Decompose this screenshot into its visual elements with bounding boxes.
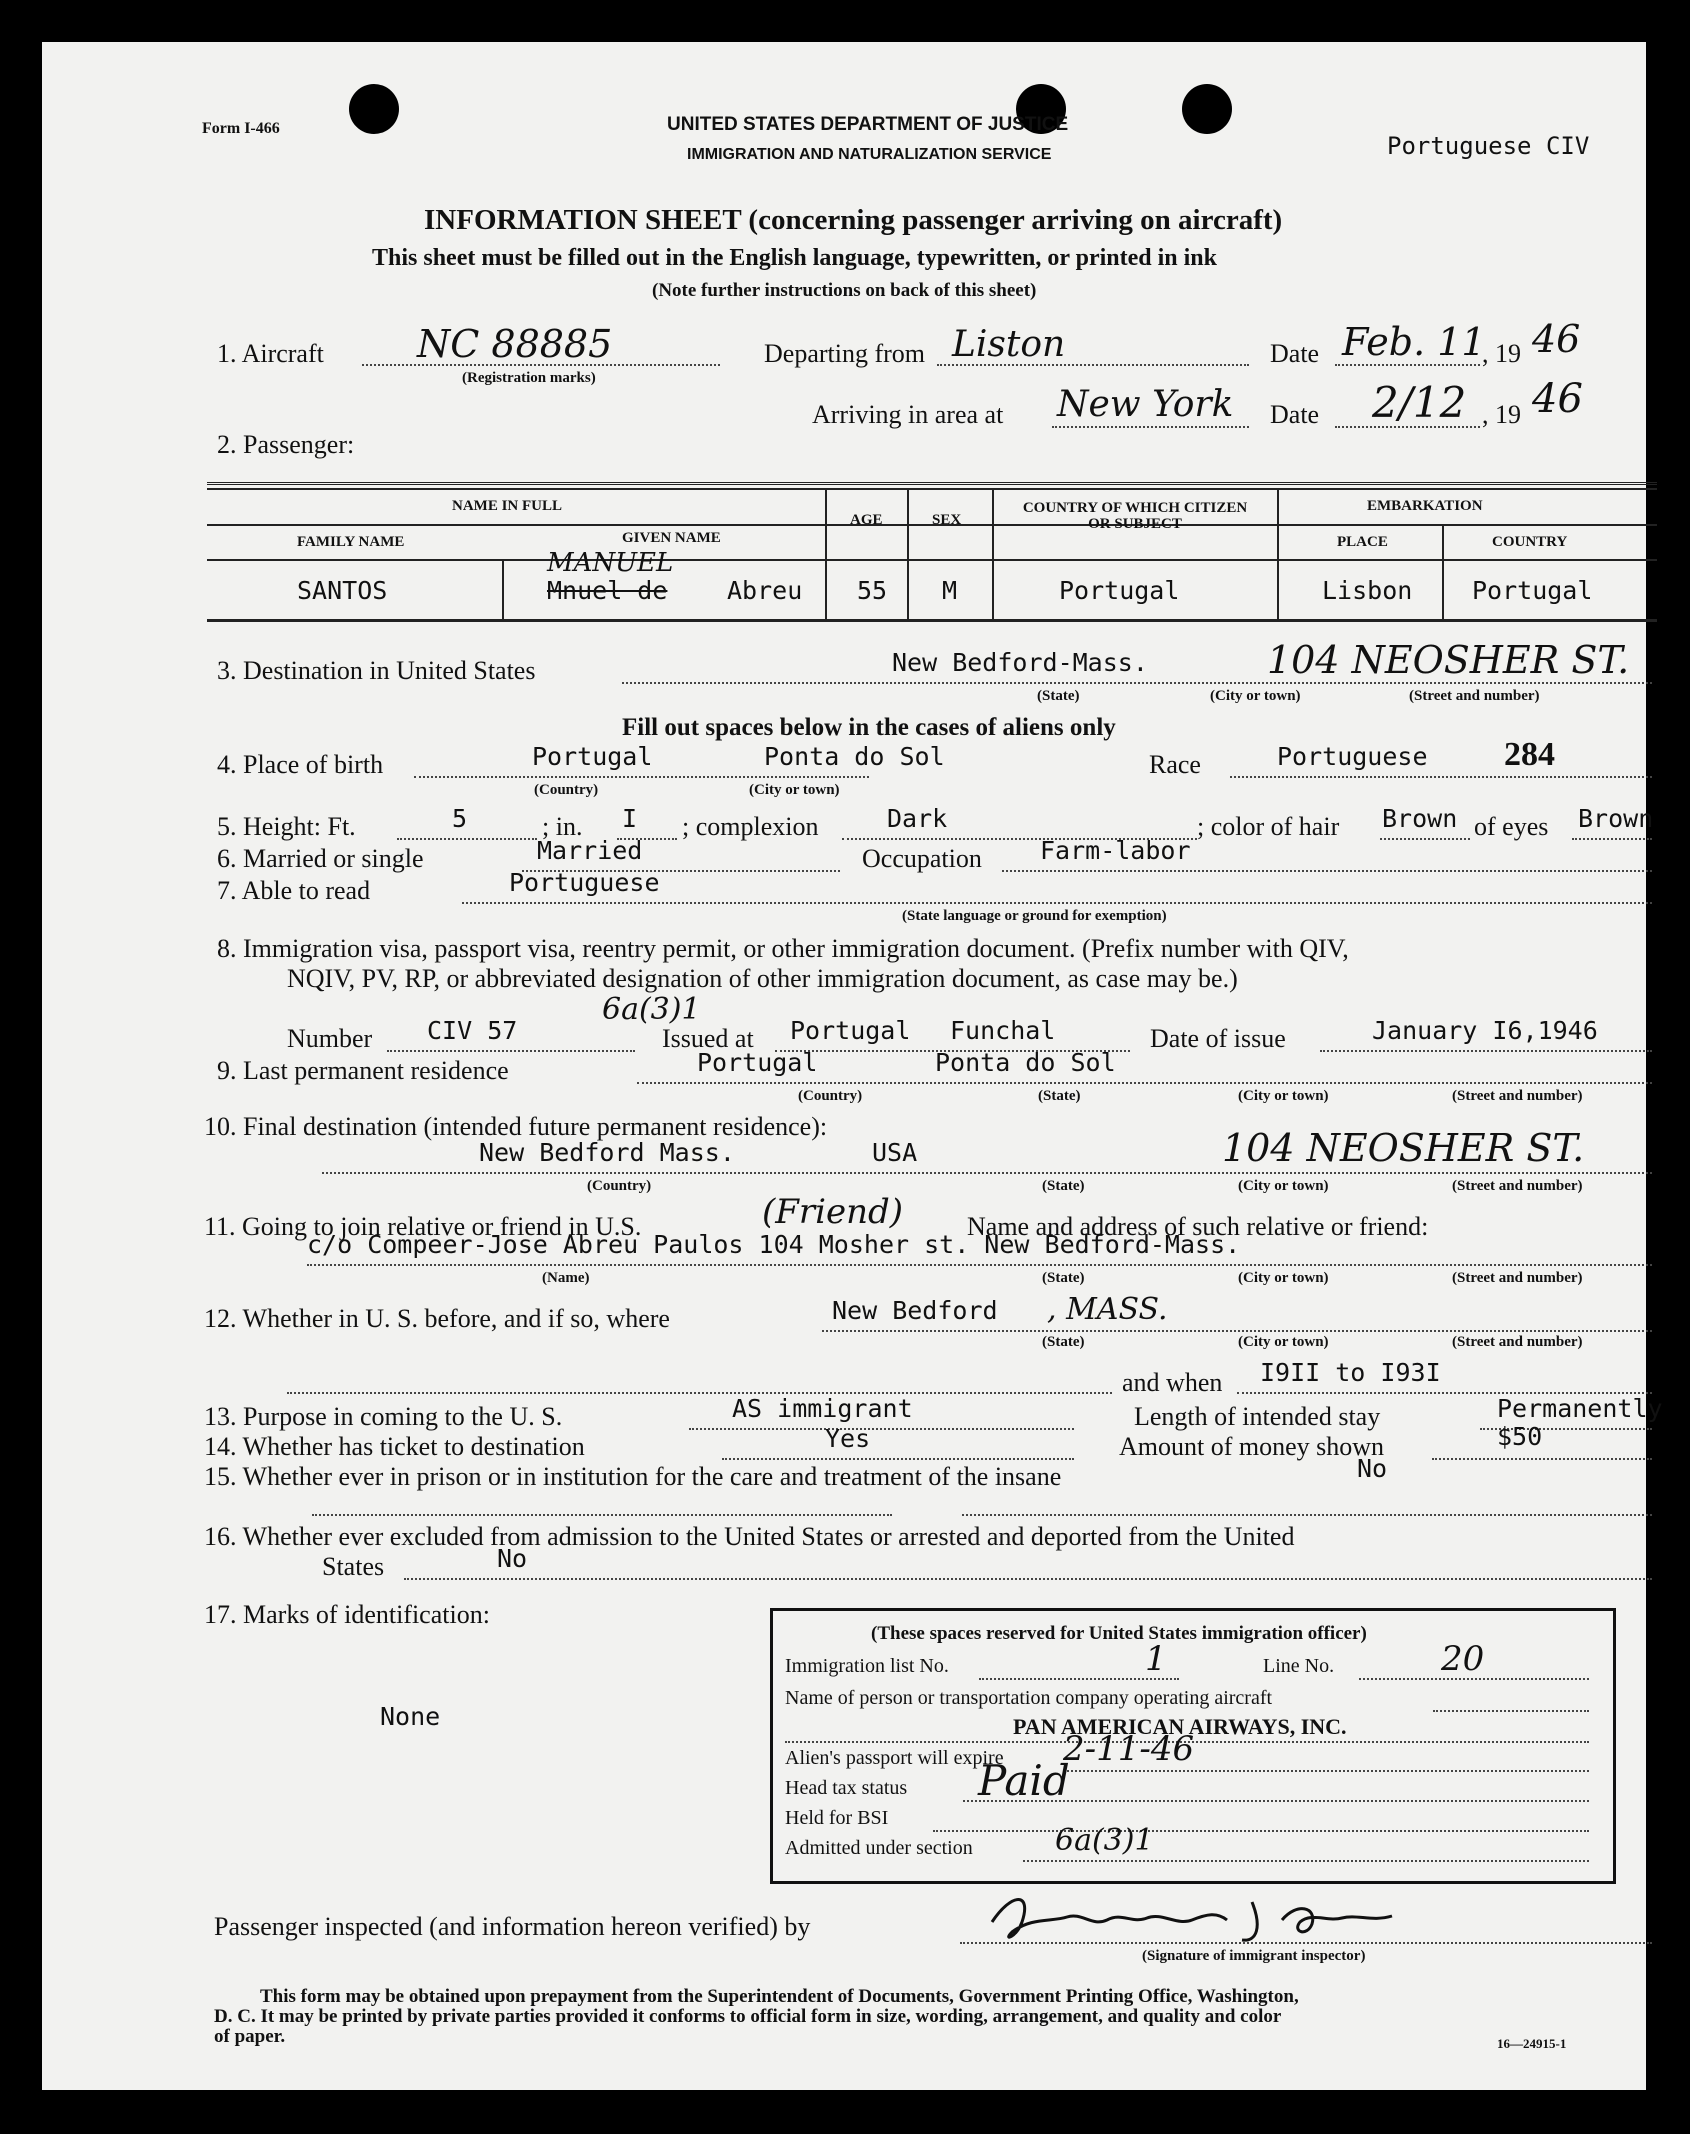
destination-state: New Bedford-Mass. — [892, 648, 1148, 677]
destination-city-caption: (City or town) — [1210, 688, 1301, 704]
footer-line-2: D. C. It may be printed by private parties provided it conforms to official form in size, wording, arrangement, and quality and color — [214, 2006, 1282, 2027]
hair-label: ; color of hair — [1197, 812, 1340, 841]
sex-cell: M — [942, 576, 958, 605]
destination-label: 3. Destination in United States — [217, 656, 536, 685]
eyes-value: Brown — [1578, 804, 1654, 833]
signature-svg — [982, 1882, 1422, 1952]
aircraft-label: 1. Aircraft — [217, 339, 324, 368]
final-destination-street: 104 NEOSHER ST. — [1222, 1126, 1585, 1170]
family-name-cell: SANTOS — [297, 576, 388, 605]
date-label: Date — [1270, 339, 1320, 368]
aliens-only-heading: Fill out spaces below in the cases of aliens only — [622, 714, 1116, 741]
corner-note: Portuguese CIV — [1387, 132, 1590, 160]
bsi-label: Held for BSI — [785, 1807, 889, 1829]
sex-header: SEX — [932, 512, 962, 528]
when-label: and when — [1122, 1368, 1223, 1397]
race-value: Portuguese — [1277, 742, 1428, 771]
birth-country: Portugal — [532, 742, 653, 771]
stay-value: Permanently — [1497, 1394, 1663, 1423]
list-number-value: 1 — [1145, 1639, 1167, 1679]
arrival-year: 46 — [1532, 376, 1583, 422]
officer-box-title: (These spaces reserved for United States immigration officer) — [871, 1623, 1367, 1644]
visa-instructions-line2: NQIV, PV, RP, or abbreviated designation of other immigration document, as case may be.) — [287, 964, 1238, 993]
hair-value: Brown — [1382, 804, 1458, 833]
footer-line-1: This form may be obtained upon prepayment from the Superintendent of Documents, Government Printing Office, Washington, — [260, 1986, 1299, 2007]
line-number-value: 20 — [1441, 1639, 1485, 1679]
birth-country-caption: (Country) — [534, 782, 599, 798]
issued-label: Issued at — [662, 1024, 754, 1053]
birth-city-caption: (City or town) — [749, 782, 840, 798]
arrival-year-prefix: , 19 — [1482, 400, 1521, 429]
married-value: Married — [537, 836, 643, 865]
final-destination-country: New Bedford Mass. — [479, 1138, 735, 1167]
excluded-label: 16. Whether ever excluded from admission to the United States or arrested and deported from the United — [204, 1522, 1295, 1551]
prison-label: 15. Whether ever in prison or in institution for the care and treatment of the insane — [204, 1462, 1062, 1491]
occupation-label: Occupation — [862, 844, 982, 873]
join-city-caption: (City or town) — [1238, 1270, 1329, 1286]
race-label: Race — [1149, 750, 1201, 779]
final-street-caption: (Street and number) — [1452, 1178, 1583, 1194]
before-handwritten: , MASS. — [1047, 1292, 1168, 1327]
final-destination-label: 10. Final destination (intended future permanent residence): — [204, 1112, 828, 1141]
read-label: 7. Able to read — [217, 876, 371, 905]
line-number-label: Line No. — [1263, 1655, 1335, 1677]
given-name-correction: MANUEL — [547, 548, 674, 578]
form-code: 16—24915-1 — [1497, 2036, 1567, 2051]
residence-label: 9. Last permanent residence — [217, 1056, 509, 1085]
passport-expire-value: 2-11-46 — [1063, 1729, 1195, 1769]
issued-city: Funchal — [950, 1016, 1056, 1045]
arrival-date-value: 2/12 — [1372, 378, 1467, 427]
residence-country-caption: (Country) — [798, 1088, 863, 1104]
residence-country: Portugal — [697, 1048, 818, 1077]
height-inches: I — [622, 804, 638, 833]
inspection-label: Passenger inspected (and information hereon verified) by — [214, 1912, 811, 1941]
before-value: New Bedford — [832, 1296, 998, 1325]
complexion-value: Dark — [887, 804, 948, 833]
race-code: 284 — [1504, 736, 1555, 773]
money-label: Amount of money shown — [1119, 1432, 1385, 1461]
visa-number-handwritten: 6a(3)1 — [602, 992, 701, 1027]
join-name-caption: (Name) — [542, 1270, 590, 1286]
embarkation-header: EMBARKATION — [1367, 498, 1483, 514]
residence-state: Ponta do Sol — [935, 1048, 1116, 1077]
height-feet: 5 — [452, 804, 468, 833]
section-label: Admitted under section — [785, 1837, 973, 1859]
destination-state-caption: (State) — [1037, 688, 1080, 704]
form-number: Form I-466 — [202, 120, 280, 137]
citizen-cell: Portugal — [1059, 576, 1180, 605]
final-city-caption: (City or town) — [1238, 1178, 1329, 1194]
age-header: AGE — [850, 512, 883, 528]
name-in-full-header: NAME IN FULL — [452, 498, 563, 514]
birth-label: 4. Place of birth — [217, 750, 384, 779]
visa-number: CIV 57 — [427, 1016, 518, 1045]
operator-value: PAN AMERICAN AIRWAYS, INC. — [1013, 1714, 1347, 1739]
signature-caption: (Signature of immigrant inspector) — [1142, 1948, 1366, 1964]
form-page — [42, 42, 1663, 2090]
destination-street-caption: (Street and number) — [1409, 688, 1540, 704]
residence-city-caption: (City or town) — [1238, 1088, 1329, 1104]
arriving-value: New York — [1057, 384, 1234, 425]
arriving-label: Arriving in area at — [812, 400, 1004, 429]
final-state-caption: (State) — [1042, 1178, 1085, 1194]
registration-caption: (Registration marks) — [462, 370, 596, 386]
eyes-label: of eyes — [1474, 812, 1549, 841]
when-value: I9II to I93I — [1260, 1358, 1441, 1387]
occupation-value: Farm-labor — [1040, 836, 1191, 865]
purpose-value: AS immigrant — [732, 1394, 913, 1423]
inches-label: ; in. — [542, 812, 583, 841]
page-subtitle: This sheet must be filled out in the English language, typewritten, or printed in ink — [372, 245, 1217, 271]
footer-line-3: of paper. — [214, 2026, 286, 2047]
join-label: 11. Going to join relative or friend in U.S. — [204, 1212, 642, 1241]
join-street-caption: (Street and number) — [1452, 1270, 1583, 1286]
visa-number-label: Number — [287, 1024, 373, 1053]
punch-hole — [349, 84, 399, 134]
page-note: (Note further instructions on back of this sheet) — [652, 280, 1037, 301]
departing-value: Liston — [952, 324, 1066, 365]
operator-label: Name of person or transportation company operating aircraft — [785, 1687, 1273, 1709]
date-year: 46 — [1532, 317, 1581, 361]
inspector-signature — [982, 1882, 1422, 1952]
join-handwritten: (Friend) — [762, 1192, 904, 1232]
before-street-caption: (Street and number) — [1452, 1334, 1583, 1350]
read-caption: (State language or ground for exemption) — [902, 908, 1167, 924]
head-tax-label: Head tax status — [785, 1777, 908, 1799]
before-state-caption: (State) — [1042, 1334, 1085, 1350]
issued-at: Portugal — [790, 1016, 911, 1045]
join-label-b: Name and address of such relative or friend: — [967, 1212, 1429, 1241]
before-city-caption: (City or town) — [1238, 1334, 1329, 1350]
head-tax-value: Paid — [978, 1756, 1070, 1805]
join-state-caption: (State) — [1042, 1270, 1085, 1286]
stay-label: Length of intended stay — [1134, 1402, 1381, 1431]
height-label: 5. Height: Ft. — [217, 812, 356, 841]
date-value: Feb. 11 — [1342, 320, 1486, 364]
section-value: 6a(3)1 — [1055, 1823, 1154, 1858]
ticket-label: 14. Whether has ticket to destination — [204, 1432, 585, 1461]
arrival-date-label: Date — [1270, 400, 1320, 429]
punch-hole — [1182, 84, 1232, 134]
marks-value: None — [380, 1702, 441, 1731]
prison-value: No — [1357, 1454, 1388, 1483]
visa-instructions-line1: 8. Immigration visa, passport visa, reentry permit, or other immigration document. (Prefix number with QIV, — [217, 934, 1349, 963]
ticket-value: Yes — [825, 1424, 871, 1453]
service-name: IMMIGRATION AND NATURALIZATION SERVICE — [687, 146, 1052, 163]
page-title: INFORMATION SHEET (concerning passenger arriving on aircraft) — [424, 204, 1283, 236]
date-year-prefix: , 19 — [1482, 339, 1521, 368]
married-label: 6. Married or single — [217, 844, 424, 873]
destination-street: 104 NEOSHER ST. — [1267, 638, 1630, 682]
age-cell: 55 — [857, 576, 888, 605]
list-number-label: Immigration list No. — [785, 1655, 949, 1677]
excluded-value: No — [497, 1544, 528, 1573]
join-name-address: c/o Compeer-Jose Abreu Paulos 104 Mosher st. New Bedford-Mass. — [307, 1230, 1241, 1259]
read-value: Portuguese — [509, 868, 660, 897]
department-name: UNITED STATES DEPARTMENT OF JUSTICE — [667, 114, 1069, 135]
date-of-issue-label: Date of issue — [1150, 1024, 1286, 1053]
embarkation-country-cell: Portugal — [1472, 576, 1593, 605]
complexion-label: ; complexion — [682, 812, 819, 841]
departing-label: Departing from — [764, 339, 926, 368]
given-name-cell: Abreu — [727, 576, 803, 605]
residence-street-caption: (Street and number) — [1452, 1088, 1583, 1104]
marks-label: 17. Marks of identification: — [204, 1600, 490, 1629]
residence-state-caption: (State) — [1038, 1088, 1081, 1104]
before-label: 12. Whether in U. S. before, and if so, where — [204, 1304, 670, 1333]
birth-city: Ponta do Sol — [764, 742, 945, 771]
purpose-label: 13. Purpose in coming to the U. S. — [204, 1402, 563, 1431]
money-value: $50 — [1497, 1422, 1543, 1451]
place-header: PLACE — [1337, 534, 1388, 550]
given-name-header: GIVEN NAME — [622, 530, 721, 546]
final-country-caption: (Country) — [587, 1178, 652, 1194]
final-destination-state: USA — [872, 1138, 918, 1167]
aircraft-value: NC 88885 — [417, 322, 613, 366]
passport-expire-label: Alien's passport will expire — [785, 1747, 1004, 1769]
given-name-struck: Mnuel de — [547, 576, 668, 605]
embarkation-country-header: COUNTRY — [1492, 534, 1568, 550]
date-of-issue: January I6,1946 — [1372, 1016, 1598, 1045]
family-name-header: FAMILY NAME — [297, 534, 405, 550]
passenger-label: 2. Passenger: — [217, 430, 355, 459]
excluded-label-2: States — [322, 1552, 385, 1581]
country-citizen-header: COUNTRY OF WHICH CITIZEN OR SUBJECT — [1022, 500, 1248, 532]
embarkation-place-cell: Lisbon — [1322, 576, 1413, 605]
officer-box — [770, 1608, 1616, 1884]
